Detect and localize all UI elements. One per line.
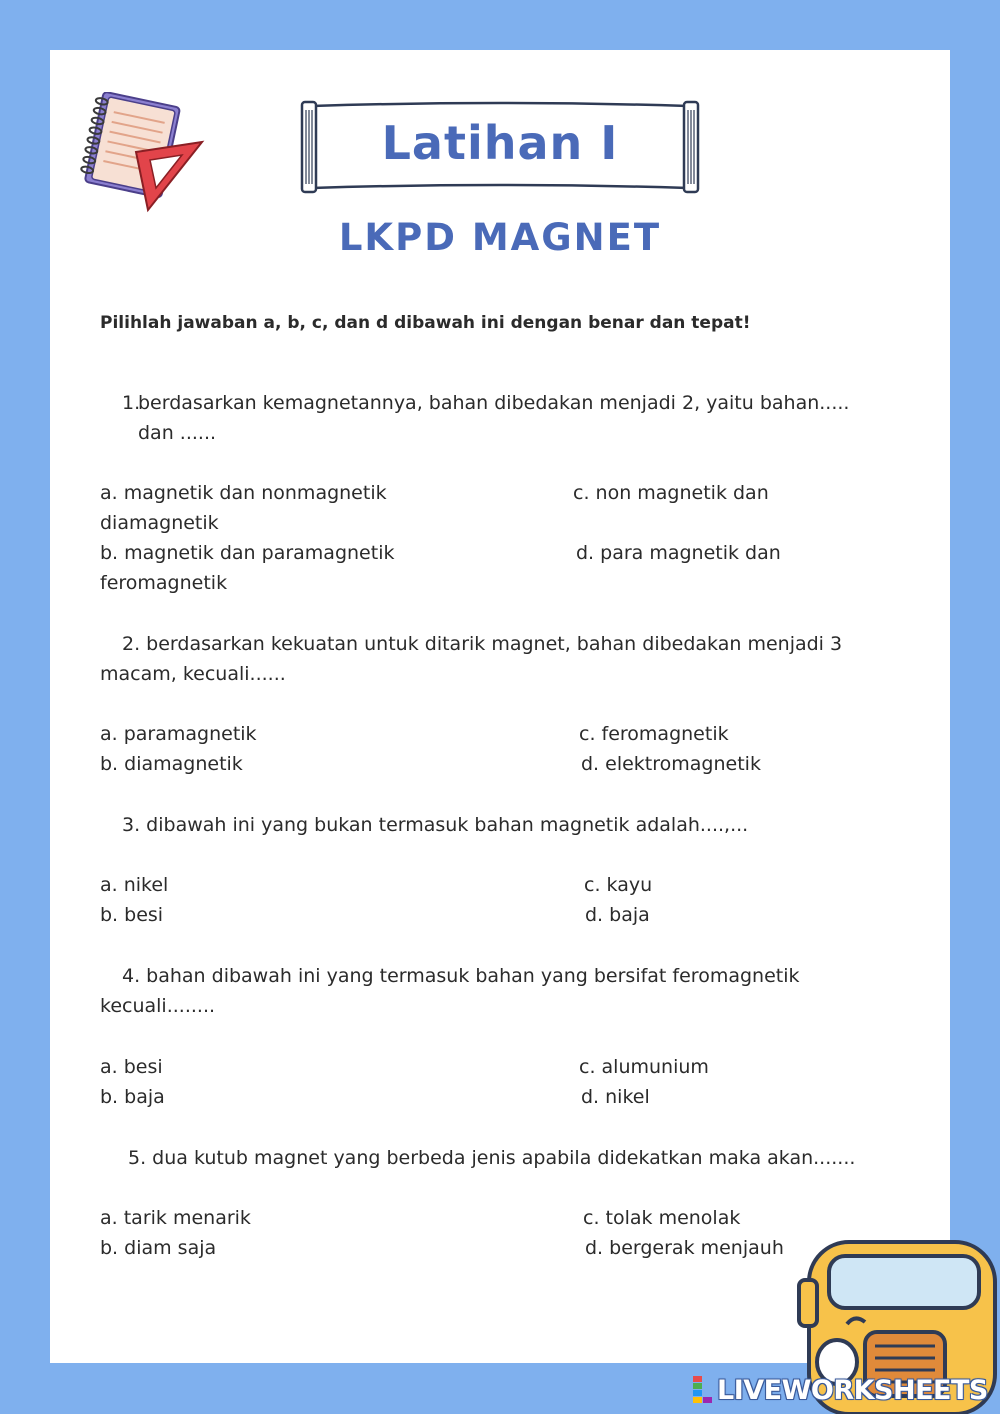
liveworksheets-logo-icon xyxy=(693,1376,713,1404)
question-4-text-cont: kecuali........ xyxy=(100,995,216,1017)
question-1-option-d[interactable]: d. para magnetik dan xyxy=(576,542,781,564)
question-1-number: 1. xyxy=(122,392,141,414)
question-5-option-d[interactable]: d. bergerak menjauh xyxy=(585,1237,784,1259)
instruction-text: Pilihlah jawaban a, b, c, dan d dibawah ini dengan benar dan tepat! xyxy=(100,313,751,333)
question-2-text: 2. berdasarkan kekuatan untuk ditarik magnet, bahan dibedakan menjadi 3 xyxy=(122,633,843,655)
question-5-text: 5. dua kutub magnet yang berbeda jenis apabila didekatkan maka akan....... xyxy=(128,1147,856,1169)
notebook-ruler-icon xyxy=(78,92,206,214)
question-3-option-a[interactable]: a. nikel xyxy=(100,874,169,896)
question-1-text-cont: dan ...... xyxy=(138,422,217,444)
page-subtitle: LKPD MAGNET xyxy=(338,216,662,259)
question-1-option-a[interactable]: a. magnetik dan nonmagnetik xyxy=(100,482,387,504)
question-1-option-c-cont: diamagnetik xyxy=(100,512,219,534)
question-5-option-a[interactable]: a. tarik menarik xyxy=(100,1207,251,1229)
question-1-text: berdasarkan kemagnetannya, bahan dibedakan menjadi 2, yaitu bahan..... xyxy=(138,392,850,414)
liveworksheets-watermark xyxy=(693,1372,988,1408)
question-3-option-d[interactable]: d. baja xyxy=(585,904,650,926)
question-3-option-b[interactable]: b. besi xyxy=(100,904,164,926)
question-3-text: 3. dibawah ini yang bukan termasuk bahan magnetik adalah....,... xyxy=(122,814,749,836)
question-4-option-b[interactable]: b. baja xyxy=(100,1086,165,1108)
question-4-option-a[interactable]: a. besi xyxy=(100,1056,163,1078)
question-2-option-b[interactable]: b. diamagnetik xyxy=(100,753,243,775)
question-1-option-b[interactable]: b. magnetik dan paramagnetik xyxy=(100,542,395,564)
question-3-option-c[interactable]: c. kayu xyxy=(584,874,653,896)
question-5-option-c[interactable]: c. tolak menolak xyxy=(583,1207,741,1229)
question-2-option-d[interactable]: d. elektromagnetik xyxy=(581,753,761,775)
question-5-option-b[interactable]: b. diam saja xyxy=(100,1237,217,1259)
question-4-option-c[interactable]: c. alumunium xyxy=(579,1056,709,1078)
question-4-option-d[interactable]: d. nikel xyxy=(581,1086,650,1108)
question-4-text: 4. bahan dibawah ini yang termasuk bahan yang bersifat feromagnetik xyxy=(122,965,800,987)
question-2-text-cont: macam, kecuali...... xyxy=(100,663,286,685)
question-2-option-a[interactable]: a. paramagnetik xyxy=(100,723,257,745)
question-2-option-c[interactable]: c. feromagnetik xyxy=(579,723,729,745)
question-1-option-d-cont: feromagnetik xyxy=(100,572,228,594)
liveworksheets-text: LIVEWORKSHEETS xyxy=(717,1374,988,1406)
page-title: Latihan I xyxy=(381,116,619,170)
question-1-option-c[interactable]: c. non magnetik dan xyxy=(573,482,769,504)
